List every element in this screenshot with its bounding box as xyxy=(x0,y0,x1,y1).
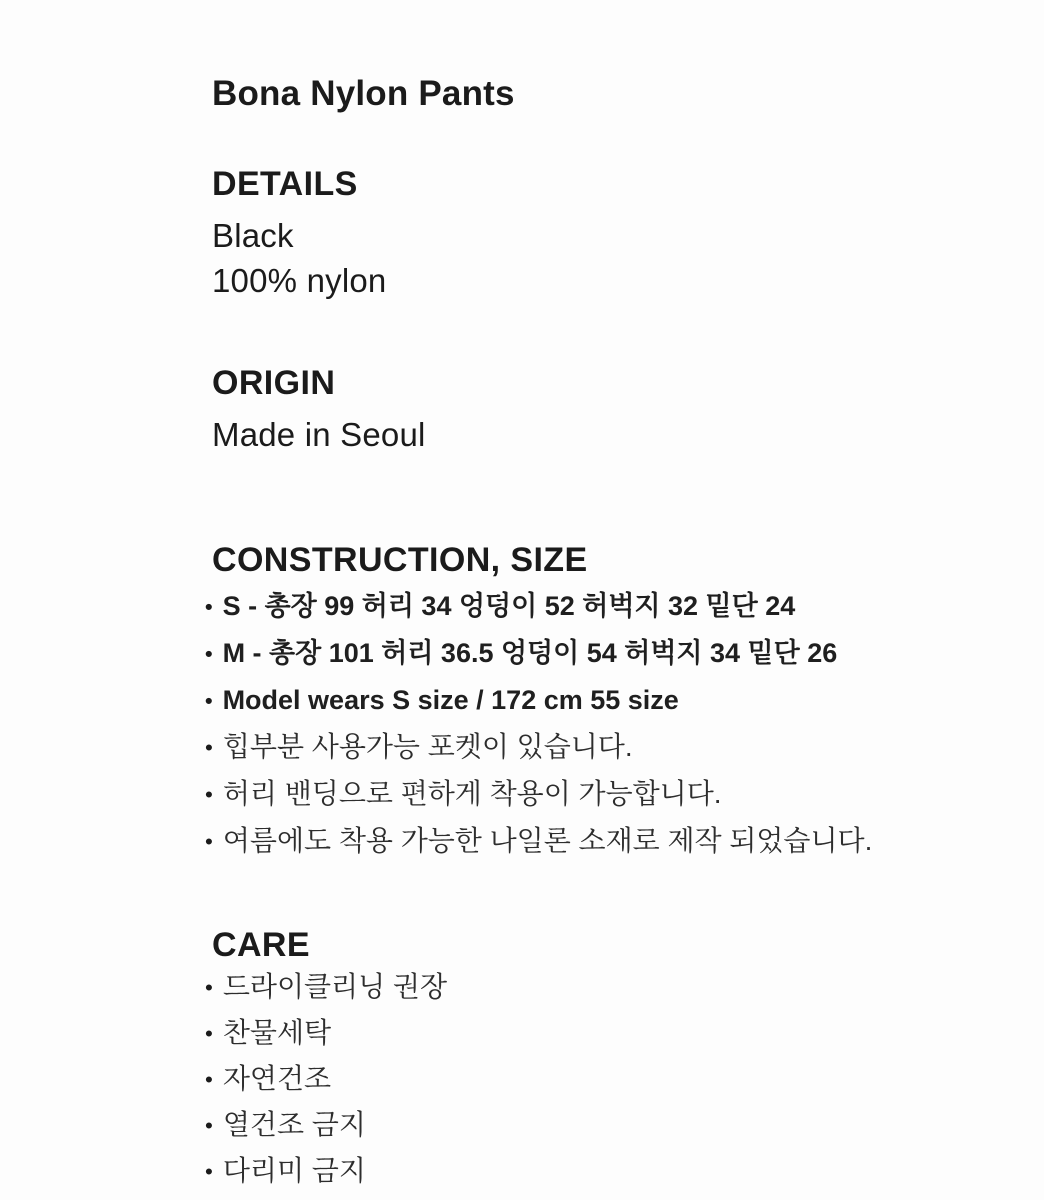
detail-material-line: 100% nylon xyxy=(212,262,387,299)
construction-size-list xyxy=(212,583,994,865)
details-lines xyxy=(212,213,994,303)
care-list xyxy=(212,964,994,1194)
origin-lines xyxy=(212,412,994,457)
construction-item-fabric: • 여름에도 착용 가능한 나일론 소재로 제작 되었습니다. xyxy=(205,818,994,865)
construction-item-size-s: • S - 총장 99 허리 34 엉덩이 52 허벅지 32 밑단 24 xyxy=(205,583,994,630)
product-title: Bona Nylon Pants xyxy=(212,74,515,113)
construction-item-model-info: • Model wears S size / 172 cm 55 size xyxy=(205,677,994,724)
origin-heading: ORIGIN xyxy=(212,364,336,402)
construction-item-size-m: • M - 총장 101 허리 36.5 엉덩이 54 허벅지 34 밑단 26 xyxy=(205,630,994,677)
care-item-cold-wash: • 찬물세탁 xyxy=(205,1010,994,1056)
section-care xyxy=(212,928,994,1194)
section-details xyxy=(212,167,994,303)
care-item-air-dry: • 자연건조 xyxy=(205,1056,994,1102)
care-heading: CARE xyxy=(212,926,310,964)
care-item-no-iron: • 다리미 금지 xyxy=(205,1148,994,1194)
care-item-no-heat-dry: • 열건조 금지 xyxy=(205,1102,994,1148)
origin-line: Made in Seoul xyxy=(212,416,426,453)
care-item-dry-cleaning: • 드라이클리닝 권장 xyxy=(205,964,994,1010)
construction-item-waistband: • 허리 밴딩으로 편하게 착용이 가능합니다. xyxy=(205,771,994,818)
details-heading: DETAILS xyxy=(212,165,358,203)
section-construction-size xyxy=(212,543,994,865)
construction-size-heading: CONSTRUCTION, SIZE xyxy=(212,541,588,579)
detail-color-line: Black xyxy=(212,217,294,254)
product-description-page xyxy=(212,76,994,1194)
section-origin xyxy=(212,366,994,457)
construction-item-pockets: • 힙부분 사용가능 포켓이 있습니다. xyxy=(205,724,994,771)
